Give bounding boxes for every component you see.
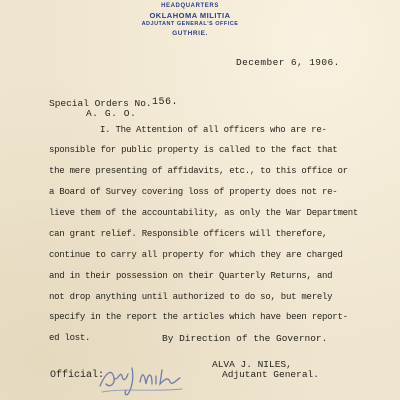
body-line: can grant relief. Responsible officers will therefore, [49, 229, 328, 239]
body-line: not drop anything until authorized to do so, but merely [49, 292, 333, 302]
body-line: specify in the report the articles which have been report- [49, 312, 348, 322]
body-line: a Board of Survey covering loss of property does not re- [49, 187, 338, 197]
body-line: I. The Attention of all officers who are re- [100, 125, 327, 135]
handwritten-signature [96, 362, 186, 398]
special-orders-office: A. G. O. [86, 108, 137, 119]
body-line: the mere presenting of affidavits, etc., to this office or [49, 166, 348, 176]
letterhead-headquarters: HEADQUARTERS [161, 3, 219, 9]
special-orders-number: 156. [152, 97, 179, 108]
body-line: ed lost. [49, 333, 91, 343]
body-line: continue to carry all property for which they are charged [49, 250, 343, 260]
official-label: Official: [50, 370, 105, 381]
special-orders-label: Special Orders No. [49, 98, 152, 109]
body-line: and in their possession on their Quarterly Returns, and [49, 271, 333, 281]
document-date: December 6, 1906. [236, 57, 340, 68]
body-line: lieve them of the accountability, as only the War Department [49, 208, 359, 218]
signer-title: Adjutant General. [222, 369, 319, 380]
by-direction-line: By Direction of the Governor. [162, 333, 328, 344]
letterhead-city: GUTHRIE. [172, 30, 208, 37]
signer-name: ALVA J. NILES, [212, 359, 292, 370]
body-line: sponsible for public property is called to the fact that [49, 145, 338, 155]
letterhead-organization: OKLAHOMA MILITIA [149, 11, 231, 20]
letterhead-office: ADJUTANT GENERAL'S OFFICE [141, 21, 239, 27]
letterhead [130, 2, 250, 38]
